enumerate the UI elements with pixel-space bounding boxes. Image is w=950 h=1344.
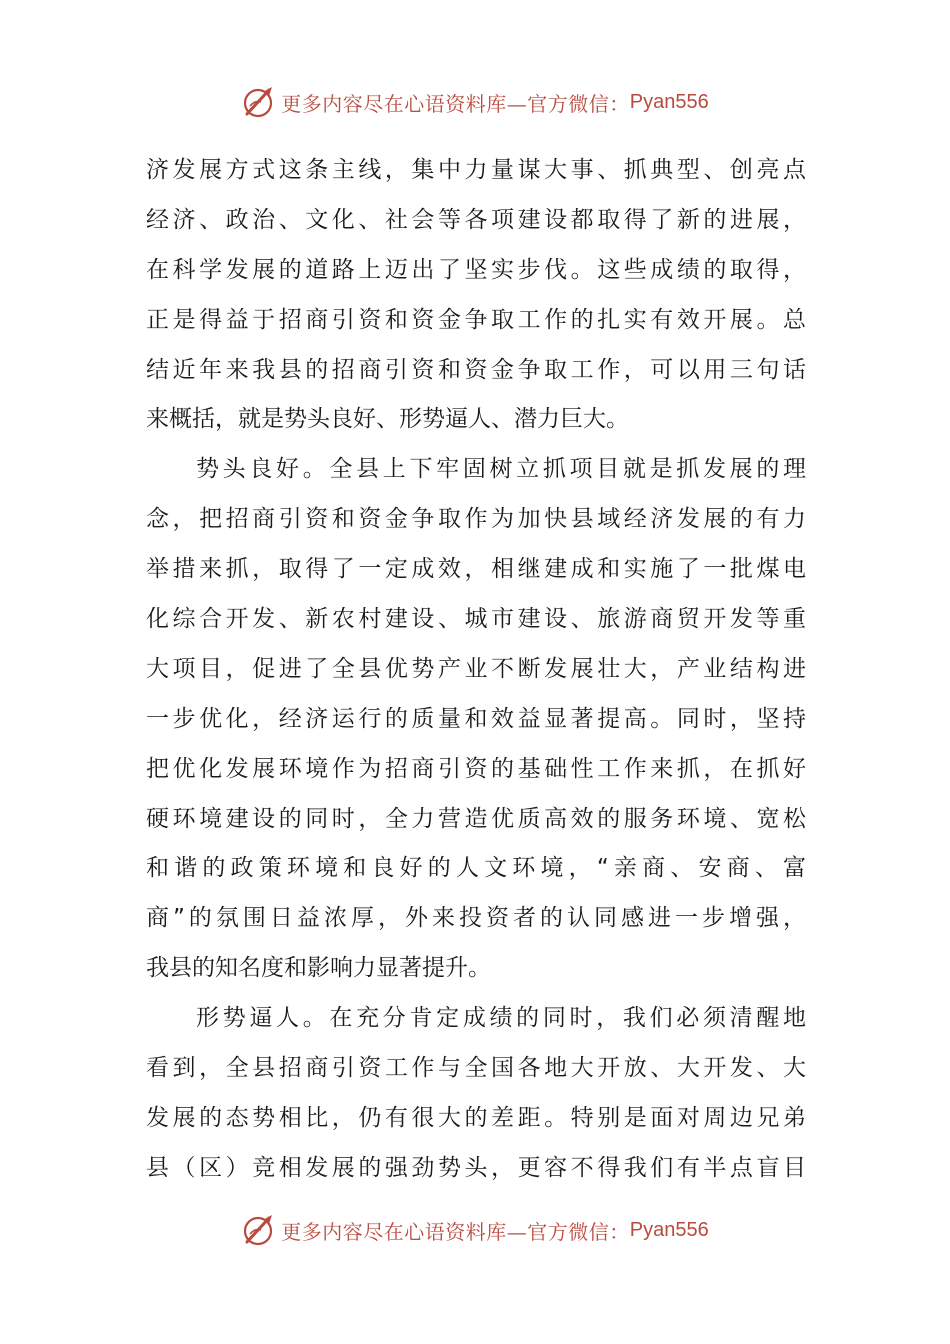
text-line: 和谐的政策环境和良好的人文环境，“亲商、安商、富 [146,855,806,882]
text-line: 商”的氛围日益浓厚，外来投资者的认同感进一步增强， [146,905,806,932]
text-line: 县（区）竞相发展的强劲势头，更容不得我们有半点盲目 [146,1154,806,1181]
text-line: 势头良好。全县上下牢固树立抓项目就是抓发展的理 [196,456,806,483]
text-line: 形势逼人。在充分肯定成绩的同时，我们必须清醒地 [196,1005,806,1032]
text-line: 大项目，促进了全县优势产业不断发展壮大，产业结构进 [146,655,806,682]
paragraph-2 [146,445,806,994]
text-line: 我县的知名度和影响力显著提升。 [146,955,491,982]
text-line: 化综合开发、新农村建设、城市建设、旅游商贸开发等重 [146,606,806,633]
text-line: 正是得益于招商引资和资金争取工作的扎实有效开展。总 [146,306,806,333]
footer-banner-text: 更多内容尽在心语资料库—官方微信： [281,1219,630,1244]
text-line: 举措来抓，取得了一定成效，相继建成和实施了一批煤电 [146,556,806,583]
text-line: 经济、政治、文化、社会等各项建设都取得了新的进展， [146,206,806,233]
text-line: 硬环境建设的同时，全力营造优质高效的服务环境、宽松 [146,805,806,832]
text-line: 把优化发展环境作为招商引资的基础性工作来抓，在抓好 [146,755,806,782]
header-banner-brand: Pyan556 [629,90,709,113]
text-line: 在科学发展的道路上迈出了坚实步伐。这些成绩的取得， [146,256,806,283]
text-line: 济发展方式这条主线，集中力量谋大事、抓典型、创亮点 [146,157,806,183]
text-line: 结近年来我县的招商引资和资金争取工作，可以用三句话 [146,356,806,383]
pen-circle-logo-icon [241,84,277,120]
header-banner [0,82,950,122]
paragraph-1 [146,146,806,445]
pen-circle-logo-icon [241,1212,277,1248]
text-line: 来概括，就是势头良好、形势逼人、潜力巨大。 [146,406,629,433]
text-line: 看到，全县招商引资工作与全国各地大开放、大开发、大 [146,1055,806,1082]
text-line: 发展的态势相比，仍有很大的差距。特别是面对周边兄弟 [146,1104,806,1131]
footer-banner-brand: Pyan556 [629,1218,709,1241]
text-line: 一步优化，经济运行的质量和效益显著提高。同时，坚持 [146,705,806,732]
footer-banner [0,1210,950,1250]
paragraph-3 [146,994,806,1194]
document-body [146,146,806,1194]
header-banner-text: 更多内容尽在心语资料库—官方微信： [281,91,630,116]
text-line: 念，把招商引资和资金争取作为加快县域经济发展的有力 [146,506,806,533]
